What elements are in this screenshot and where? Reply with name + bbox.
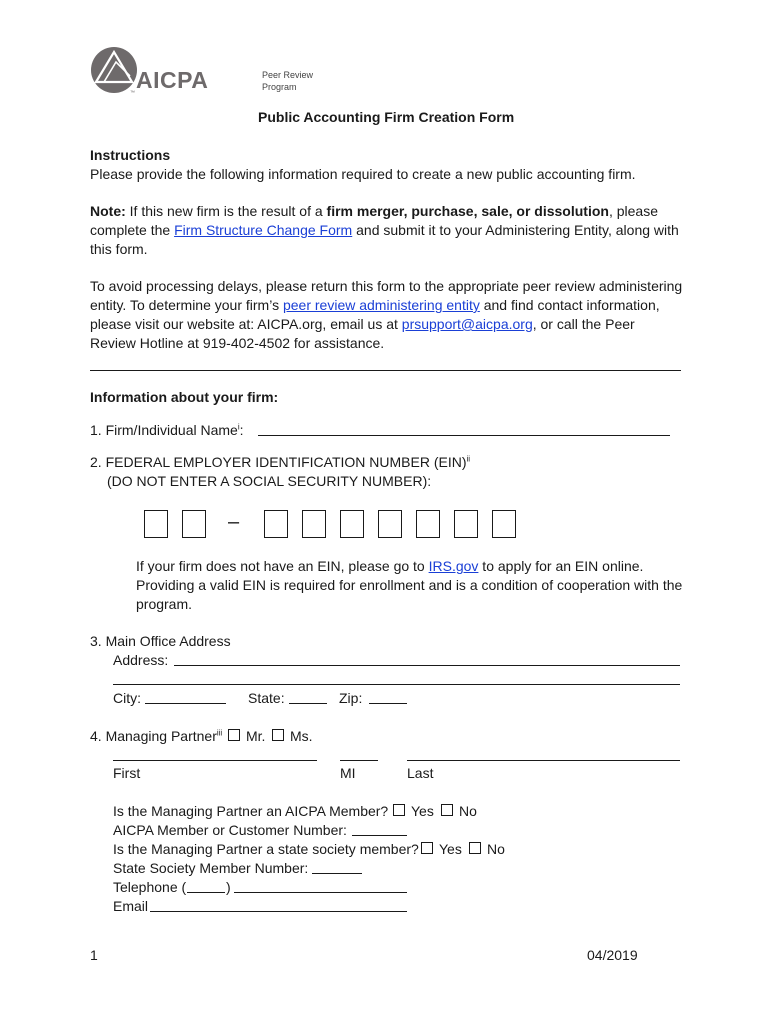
ein-box-2[interactable] (182, 510, 206, 538)
last-label: Last (407, 765, 434, 781)
note-line1: Note: If this new firm is the result of a firm merger, purchase, sale, or dissolution, please (90, 203, 658, 219)
state-number-field[interactable] (312, 873, 362, 874)
section-divider (90, 370, 681, 371)
state-yes-checkbox[interactable] (421, 842, 433, 854)
address-field-2[interactable] (113, 684, 680, 685)
page-number: 1 (90, 947, 98, 963)
firm-structure-change-form-link[interactable]: Firm Structure Change Form (174, 222, 353, 238)
mi-label: MI (340, 765, 356, 781)
state-yes-label: Yes (439, 841, 462, 857)
aicpa-no-checkbox[interactable] (441, 804, 453, 816)
form-date: 04/2019 (587, 947, 638, 963)
aicpa-member-question: Is the Managing Partner an AICPA Member? (113, 803, 389, 819)
note-bold: firm merger, purchase, sale, or dissolution (326, 203, 609, 219)
p2-line1: To avoid processing delays, please return this form to the appropriate peer review administering (90, 278, 683, 294)
first-label: First (113, 765, 141, 781)
state-field[interactable] (289, 703, 327, 704)
q2-line2: (DO NOT ENTER A SOCIAL SECURITY NUMBER): (107, 473, 432, 489)
ein-box-8[interactable] (454, 510, 478, 538)
state-member-question: Is the Managing Partner a state society member? (113, 841, 419, 857)
state-number-label: State Society Member Number: (113, 860, 309, 876)
q1-label: 1. Firm/Individual Name$^i$: (90, 422, 244, 438)
logo-tm: ™ (130, 90, 135, 96)
city-label: City: (113, 690, 141, 706)
program-line1: Peer Review (262, 70, 314, 80)
state-label: State: (248, 690, 285, 706)
ein-info-line1: If your firm does not have an EIN, please go to IRS.gov to apply for an EIN online. (136, 558, 644, 574)
aicpa-yes-checkbox[interactable] (393, 804, 405, 816)
aicpa-logo-mark-icon (90, 46, 138, 94)
ein-box-5[interactable] (340, 510, 364, 538)
aicpa-logo (90, 44, 230, 100)
q3-label: 3. Main Office Address (90, 633, 231, 649)
last-name-field[interactable] (407, 760, 680, 761)
ein-dash: – (228, 511, 240, 533)
p2-line4: Review Hotline at 919-402-4502 for assistance. (90, 335, 385, 351)
section-heading: Information about your firm: (90, 389, 279, 405)
email-label: Email (113, 898, 149, 914)
first-name-field[interactable] (113, 760, 317, 761)
prsupport-email-link[interactable]: prsupport@aicpa.org (401, 316, 533, 332)
logo-text: AICPA (136, 67, 209, 93)
note-line3: this form. (90, 241, 148, 257)
city-field[interactable] (145, 703, 226, 704)
ein-box-6[interactable] (378, 510, 402, 538)
irs-gov-link[interactable]: IRS.gov (428, 558, 479, 574)
zip-field[interactable] (369, 703, 407, 704)
mr-label: Mr. (246, 728, 266, 744)
ein-box-1[interactable] (144, 510, 168, 538)
instructions-text: Please provide the following information required to create a new public accounting firm. (90, 166, 636, 182)
ein-box-9[interactable] (492, 510, 516, 538)
q2-label: 2. FEDERAL EMPLOYER IDENTIFICATION NUMBER (EIN)$^{ii}$ (90, 454, 471, 470)
q4-label: 4. Managing Partner$^{iii}$ (90, 728, 223, 744)
aicpa-yes-label: Yes (411, 803, 434, 819)
aicpa-number-label: AICPA Member or Customer Number: (113, 822, 347, 838)
ein-box-3[interactable] (264, 510, 288, 538)
ein-info-line3: program. (136, 596, 193, 612)
ein-info-line2: Providing a valid EIN is required for enrollment and is a condition of cooperation with the (136, 577, 683, 593)
program-line2: Program (262, 82, 297, 92)
mr-checkbox[interactable] (228, 729, 240, 741)
ein-box-7[interactable] (416, 510, 440, 538)
ms-label: Ms. (290, 728, 313, 744)
aicpa-no-label: No (459, 803, 477, 819)
telephone-number-field[interactable] (234, 892, 407, 893)
administering-entity-link[interactable]: peer review administering entity (282, 297, 480, 313)
email-field[interactable] (150, 911, 407, 912)
ein-box-4[interactable] (302, 510, 326, 538)
state-no-checkbox[interactable] (469, 842, 481, 854)
p2-line3: please visit our website at: AICPA.org, email us at prsupport@aicpa.org, or call the Peer (90, 316, 635, 332)
address-field-1[interactable] (174, 665, 680, 666)
firm-name-field[interactable] (258, 435, 670, 436)
state-no-label: No (487, 841, 505, 857)
ms-checkbox[interactable] (272, 729, 284, 741)
zip-label: Zip: (339, 690, 363, 706)
p2-line2: entity. To determine your firm’s peer review administering entity and find contact information, (90, 297, 660, 313)
aicpa-number-field[interactable] (352, 835, 407, 836)
address-label: Address: (113, 652, 169, 668)
form-title: Public Accounting Firm Creation Form (258, 109, 515, 125)
telephone-close: ) (226, 879, 231, 895)
mi-field[interactable] (340, 760, 378, 761)
instructions-heading: Instructions (90, 147, 171, 163)
note-line2: complete the Firm Structure Change Form and submit it to your Administering Entity, along with (90, 222, 679, 238)
telephone-area-field[interactable] (187, 892, 225, 893)
note-label: Note: (90, 203, 126, 219)
telephone-label: Telephone ( (113, 879, 187, 895)
